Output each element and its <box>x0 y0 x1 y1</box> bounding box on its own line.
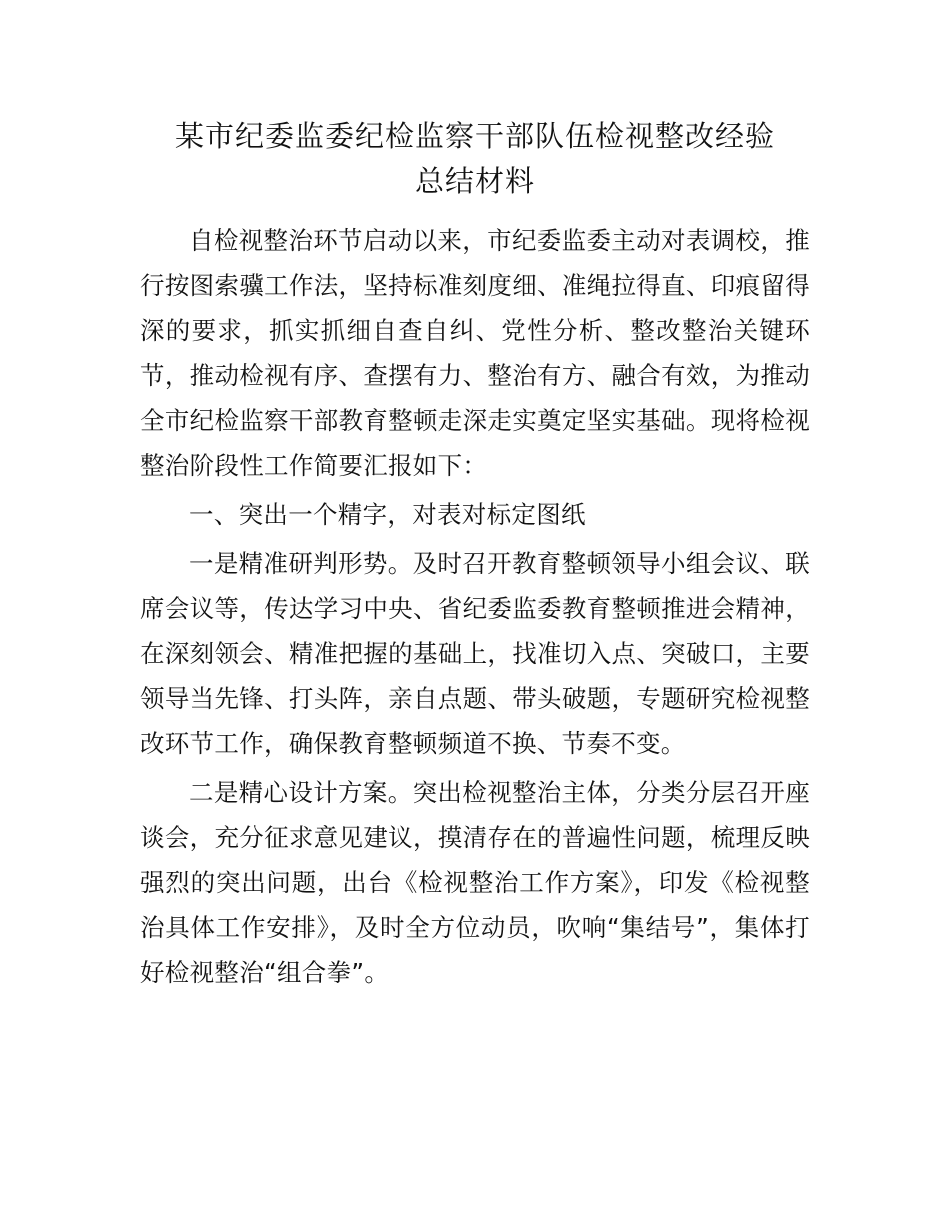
intro-paragraph: 自检视整治环节启动以来，市纪委监委主动对表调校，推行按图索骥工作法，坚持标准刻度细、准绳拉得直、印痕留得深的要求，抓实抓细自查自纠、党性分析、整改整治关键环节，推动检视有序、查摆有力、整治有方、融合有效，为推动全市纪检监察干部教育整顿走深走实奠定坚实基础。现将检视整治阶段性工作简要汇报如下： <box>140 226 810 480</box>
document-title-line-1: 某市纪委监委纪检监察干部队伍检视整改经验 <box>174 119 775 153</box>
section-heading: 一、突出一个精字，对表对标定图纸 <box>189 500 586 529</box>
document-body <box>140 218 810 995</box>
body-paragraph: 一是精准研判形势。及时召开教育整顿领导小组会议、联席会议等，传达学习中央、省纪委监委教育整顿推进会精神，在深刻领会、精准把握的基础上，找准切入点、突破口，主要领导当先锋、打头阵，亲自点题、带头破题，专题研究检视整改环节工作，确保教育整顿频道不换、节奏不变。 <box>140 549 810 758</box>
body-paragraph: 二是精心设计方案。突出检视整治主体，分类分层召开座谈会，充分征求意见建议，摸清存在的普遍性问题，梳理反映强烈的突出问题，出台《检视整治工作方案》，印发《检视整治具体工作安排》，及时全方位动员，吹响“集结号”，集体打好检视整治“组合拳”。 <box>140 778 810 987</box>
document-title <box>130 114 820 204</box>
document-title-line-2: 总结材料 <box>414 164 535 198</box>
